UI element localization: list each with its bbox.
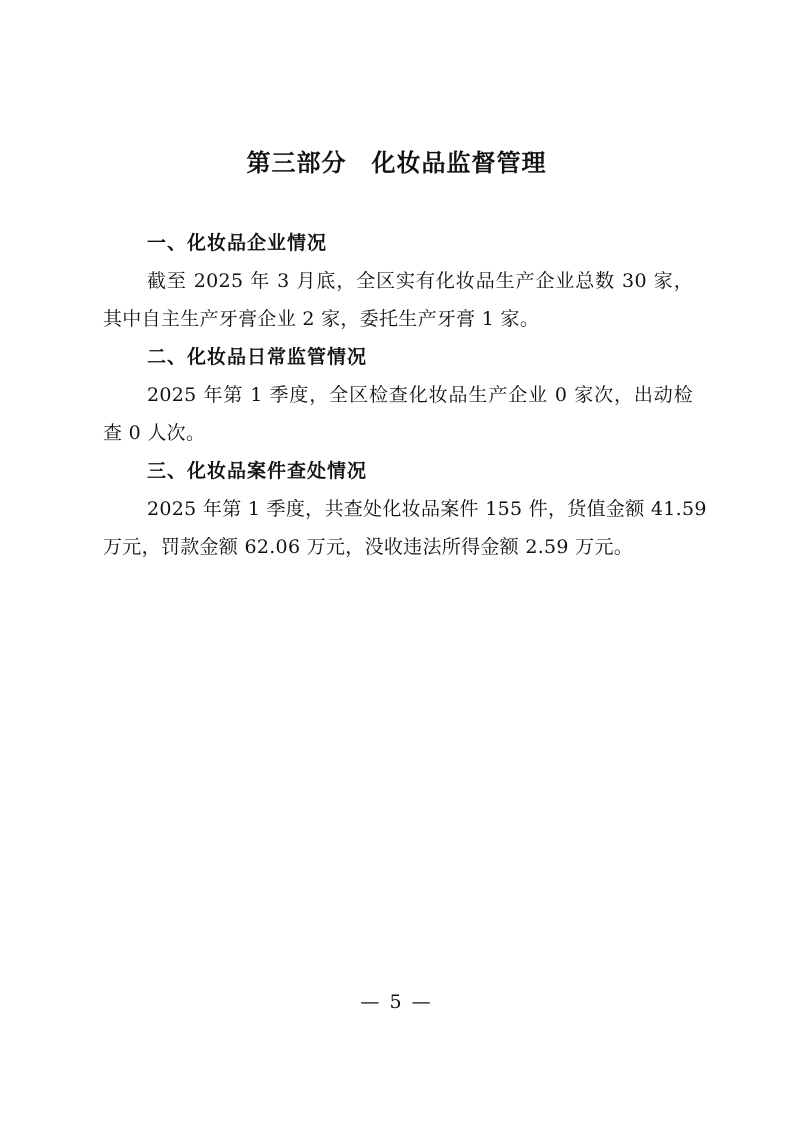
paragraph-line: 2025 年第 1 季度，全区检查化妆品生产企业 0 家次，出动检: [147, 384, 693, 406]
page-number: — 5 —: [360, 991, 433, 1013]
section-heading-supervision: 二、化妆品日常监管情况: [147, 346, 368, 368]
section-heading-enterprises: 一、化妆品企业情况: [147, 232, 328, 254]
paragraph-line: 查 0 人次。: [103, 422, 206, 444]
section-paragraph-supervision: [103, 376, 693, 452]
paragraph-line: 万元，罚款金额 62.06 万元，没收违法所得金额 2.59 万元。: [103, 536, 634, 558]
paragraph-line: 截至 2025 年 3 月底，全区实有化妆品生产企业总数 30 家，: [147, 270, 693, 292]
section-paragraph-enterprises: [103, 262, 693, 338]
paragraph-line: 其中自主生产牙膏企业 2 家，委托生产牙膏 1 家。: [103, 308, 540, 330]
paragraph-line: 2025 年第 1 季度，共查处化妆品案件 155 件，货值金额 41.59: [147, 498, 707, 520]
section-heading-cases: 三、化妆品案件查处情况: [147, 460, 368, 482]
page-title: 第三部分 化妆品监督管理: [246, 149, 547, 177]
document-body: [103, 224, 707, 566]
section-paragraph-cases: [103, 490, 707, 566]
